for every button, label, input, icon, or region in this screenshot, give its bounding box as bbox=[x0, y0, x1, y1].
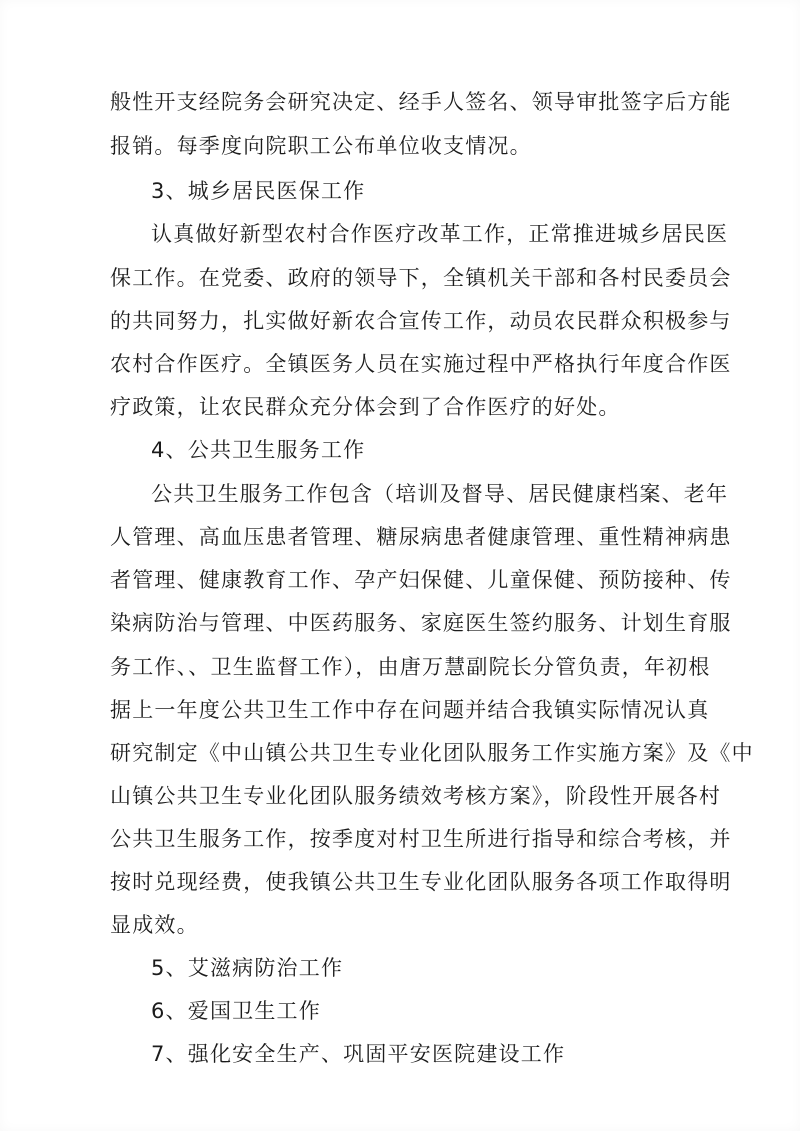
body-line: 疗政策，让农民群众充分体会到了合作医疗的好处。 bbox=[110, 395, 621, 419]
body-line: 公共卫生服务工作，按季度对村卫生所进行指导和综合考核，并 bbox=[110, 827, 732, 851]
body-line: 务工作、、卫生监督工作），由唐万慧副院长分管负责，年初根 bbox=[110, 655, 711, 679]
body-line: 的共同努力，扎实做好新农合宣传工作，动员农民群众积极参与 bbox=[110, 309, 732, 333]
body-line: 般性开支经院务会研究决定、经手人签名、领导审批签字后方能 bbox=[110, 90, 732, 114]
body-line: 人管理、高血压患者管理、糖尿病患者健康管理、重性精神病患 bbox=[110, 525, 732, 549]
body-line: 报销。每季度向院职工公布单位收支情况。 bbox=[110, 134, 532, 158]
section-heading-3: 3、城乡居民医保工作 bbox=[151, 179, 366, 203]
body-line: 据上一年度公共卫生工作中存在问题并结合我镇实际情况认真 bbox=[110, 698, 710, 722]
section-heading-5: 5、艾滋病防治工作 bbox=[151, 956, 344, 980]
body-line: 保工作。在党委、政府的领导下，全镇机关干部和各村民委员会 bbox=[110, 266, 732, 290]
body-line: 研究制定《中山镇公共卫生专业化团队服务工作实施方案》及《中 bbox=[110, 741, 754, 765]
body-line: 者管理、健康教育工作、孕产妇保健、儿童保健、预防接种、传 bbox=[110, 568, 732, 592]
body-line: 农村合作医疗。全镇医务人员在实施过程中严格执行年度合作医 bbox=[110, 352, 732, 376]
section-heading-7: 7、强化安全生产、巩固平安医院建设工作 bbox=[151, 1042, 566, 1066]
section-heading-4: 4、公共卫生服务工作 bbox=[151, 438, 366, 462]
body-line: 按时兑现经费，使我镇公共卫生专业化团队服务各项工作取得明 bbox=[110, 870, 732, 894]
body-line: 染病防治与管理、中医药服务、家庭医生签约服务、计划生育服 bbox=[110, 611, 732, 635]
paragraph-start: 认真做好新型农村合作医疗改革工作，正常推进城乡居民医 bbox=[151, 222, 729, 246]
section-heading-6: 6、爱国卫生工作 bbox=[151, 999, 321, 1023]
body-line: 显成效。 bbox=[110, 913, 199, 937]
body-line: 山镇公共卫生专业化团队服务绩效考核方案》，阶段性开展各村 bbox=[110, 784, 722, 808]
paragraph-start: 公共卫生服务工作包含（培训及督导、居民健康档案、老年 bbox=[151, 482, 729, 506]
